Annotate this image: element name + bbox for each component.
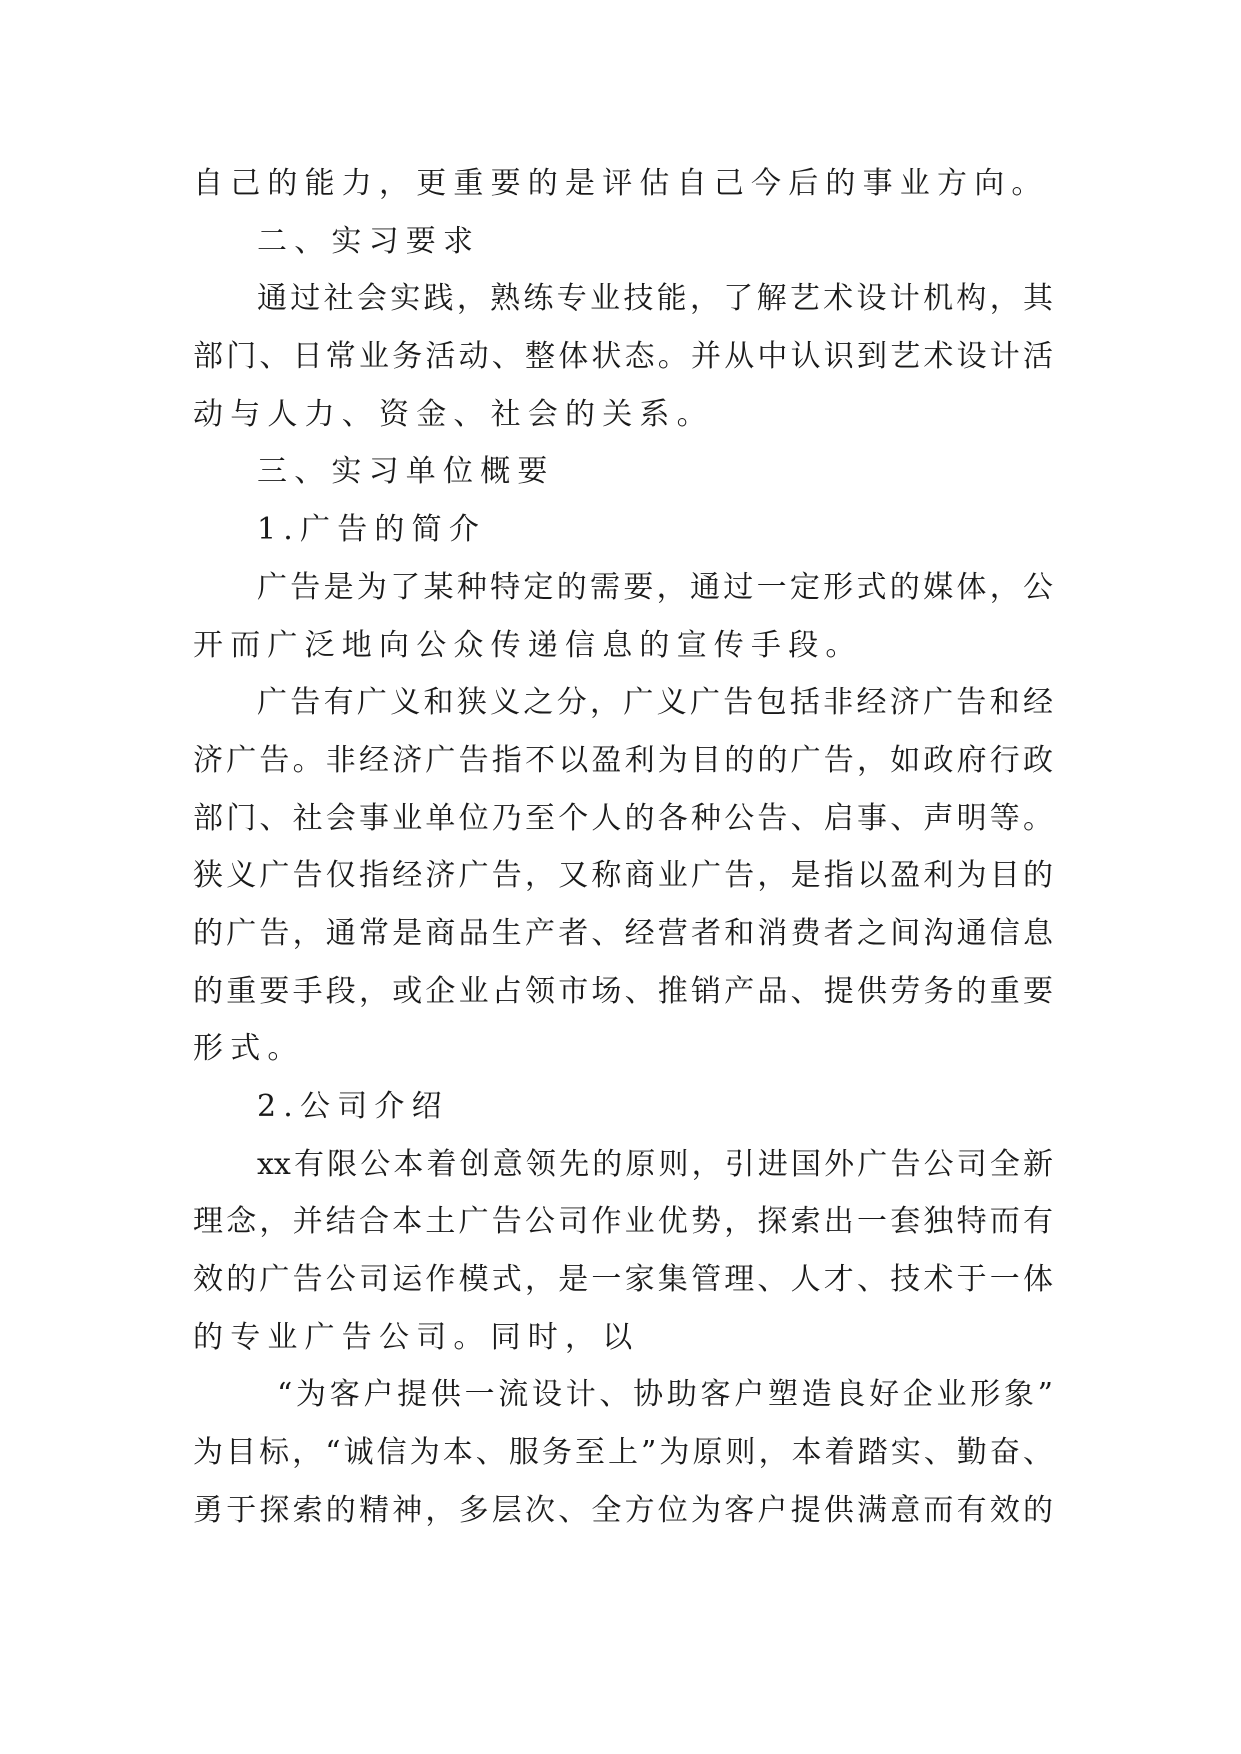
section-heading: 二、实习要求 <box>257 223 481 259</box>
subsection-heading: 2.公司介绍 <box>257 1089 449 1124</box>
text-line: 广告是为了某种特定的需要，通过一定形式的媒体，公 <box>257 569 1053 605</box>
subsection-heading: 1.广告的简介 <box>257 512 487 548</box>
text-line: 济广告。非经济广告指不以盈利为目的的广告，如政府行政 <box>193 742 1053 778</box>
text-line: 的重要手段，或企业占领市场、推销产品、提供劳务的重要 <box>193 973 1053 1009</box>
text-line: 部门、社会事业单位乃至个人的各种公告、启事、声明等。 <box>193 800 1053 836</box>
text-line: 开而广泛地向公众传递信息的宣传手段。 <box>193 627 863 663</box>
text-line: “为客户提供一流设计、协助客户塑造良好企业形象” <box>277 1377 1053 1413</box>
text-line: 形式。 <box>193 1031 305 1067</box>
text-line: xx有限公本着创意领先的原则，引进国外广告公司全新 <box>257 1146 1053 1182</box>
text-line: 勇于探索的精神，多层次、全方位为客户提供满意而有效的 <box>193 1492 1053 1528</box>
text-line: 自己的能力，更重要的是评估自己今后的事业方向。 <box>193 166 1049 201</box>
text-line: 狭义广告仅指经济广告，又称商业广告，是指以盈利为目的 <box>193 858 1053 894</box>
text-line: 效的广告公司运作模式，是一家集管理、人才、技术于一体 <box>193 1262 1053 1298</box>
text-line: 的广告，通常是商品生产者、经营者和消费者之间沟通信息 <box>193 915 1053 951</box>
text-line: 为目标，“诚信为本、服务至上”为原则，本着踏实、勤奋、 <box>193 1435 1053 1471</box>
document-body <box>193 155 1053 1540</box>
section-heading: 三、实习单位概要 <box>257 454 555 490</box>
text-line: 动与人力、资金、社会的关系。 <box>193 396 714 432</box>
text-line: 广告有广义和狭义之分，广义广告包括非经济广告和经 <box>257 685 1053 721</box>
text-line: 部门、日常业务活动、整体状态。并从中认识到艺术设计活 <box>193 339 1053 375</box>
text-line: 的专业广告公司。同时，以 <box>193 1319 640 1355</box>
text-line: 通过社会实践，熟练专业技能，了解艺术设计机构，其 <box>257 281 1053 317</box>
text-line: 理念，并结合本土广告公司作业优势，探索出一套独特而有 <box>193 1204 1053 1240</box>
